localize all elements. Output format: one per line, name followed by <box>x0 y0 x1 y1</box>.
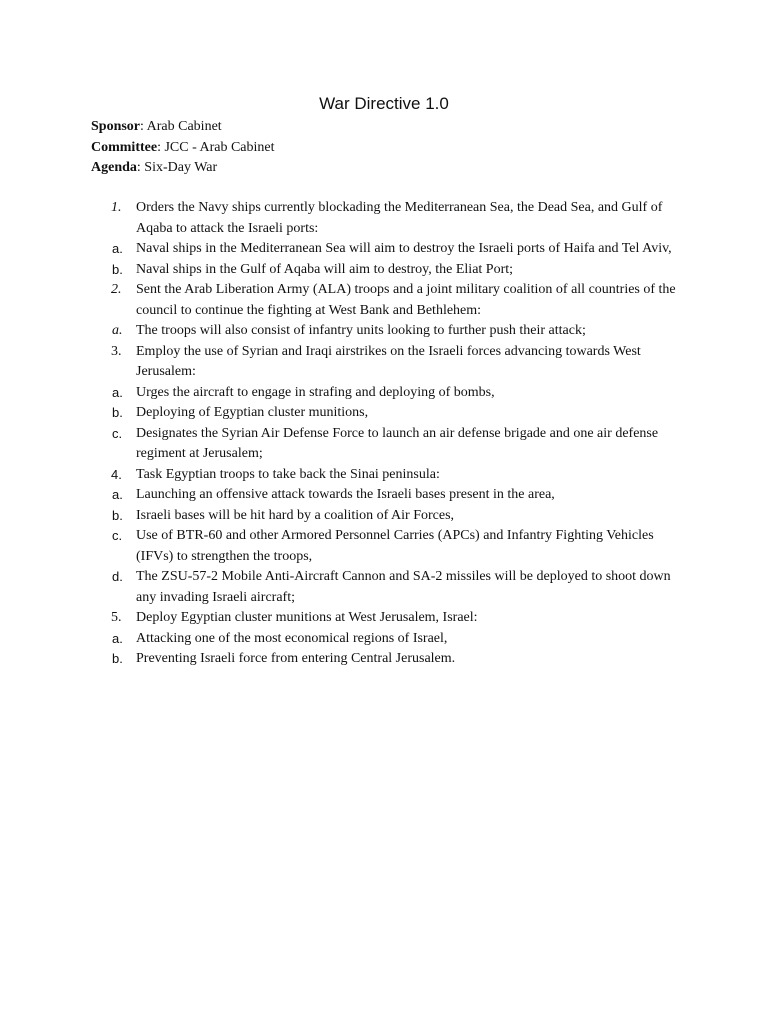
sub-item-text: Urges the aircraft to engage in strafing and deploying of bombs, <box>136 384 495 400</box>
sub-item-text: Naval ships in the Mediterranean Sea will aim to destroy the Israeli ports of Haifa and Tel Aviv, <box>136 241 672 256</box>
sub-item <box>46 239 691 260</box>
sub-item-letter: b. <box>112 507 123 523</box>
item-text: Deploy Egyptian cluster munitions at West Jerusalem, Israel: <box>136 610 478 625</box>
meta-value: : JCC - Arab Cabinet <box>157 139 275 155</box>
sub-item-letter: a. <box>112 630 123 646</box>
sub-item <box>46 424 691 465</box>
item-number: 4. <box>111 466 122 482</box>
sub-item-text: The troops will also consist of infantry units looking to further push their attack; <box>136 323 586 338</box>
item-text: Sent the Arab Liberation Army (ALA) troops and a joint military coalition of all countries of the council to continue the fighting at West Bank and Bethlehem: <box>136 282 676 318</box>
sub-item-letter: a. <box>112 487 123 502</box>
item-text: Orders the Navy ships currently blockading the Mediterranean Sea, the Dead Sea, and Gulf of Aqaba to attack the Israeli ports: <box>136 200 663 236</box>
sub-item-letter: c. <box>112 528 123 543</box>
sub-item-letter: c. <box>112 425 123 441</box>
sub-item <box>46 567 691 608</box>
sub-item-text: Israeli bases will be hit hard by a coalition of Air Forces, <box>136 507 455 523</box>
meta-agenda <box>91 158 691 179</box>
sub-item <box>46 403 691 424</box>
item-number: 3. <box>111 343 122 359</box>
list-item <box>91 465 691 486</box>
meta-label: Sponsor <box>91 119 141 134</box>
sub-item <box>46 260 691 281</box>
list-item <box>91 198 691 239</box>
list-item <box>91 608 691 629</box>
directive-list <box>91 198 691 670</box>
meta-label: Agenda <box>91 160 137 175</box>
sub-item-letter: b. <box>112 405 123 420</box>
sub-item-text: Use of BTR-60 and other Armored Personnel Carries (APCs) and Infantry Fighting Vehicles (IFVs) to strengthen the troops, <box>136 528 654 564</box>
sub-item-text: Naval ships in the Gulf of Aqaba will aim to destroy, the Eliat Port; <box>136 261 514 277</box>
item-number: 2. <box>111 282 122 297</box>
item-text: Task Egyptian troops to take back the Sinai peninsula: <box>136 466 440 482</box>
sub-item <box>46 526 691 567</box>
meta-value: : Arab Cabinet <box>140 119 222 134</box>
sub-item-text: Attacking one of the most economical regions of Israel, <box>136 630 448 646</box>
sub-item-letter: a. <box>112 323 123 338</box>
list-item <box>91 280 691 321</box>
sub-item <box>46 321 691 342</box>
item-number: 5. <box>111 610 122 625</box>
sub-item-letter: a. <box>112 384 123 400</box>
sub-item-text: Preventing Israeli force from entering Central Jerusalem. <box>136 651 456 666</box>
sub-item-text: Launching an offensive attack towards the Israeli bases present in the area, <box>136 487 555 502</box>
sub-item-letter: b. <box>112 261 123 277</box>
sub-item-text: Designates the Syrian Air Defense Force to launch an air defense brigade and one air defense regiment at Jerusalem; <box>136 425 659 461</box>
sub-item-letter: b. <box>112 651 123 666</box>
list-item <box>91 342 691 383</box>
meta-committee <box>91 138 691 159</box>
item-text: Employ the use of Syrian and Iraqi airstrikes on the Israeli forces advancing towards West Jerusalem: <box>136 343 641 379</box>
sub-item-letter: d. <box>112 569 123 584</box>
sub-item-text: The ZSU-57-2 Mobile Anti-Aircraft Cannon and SA-2 missiles will be deployed to shoot down any invading Israeli aircraft; <box>136 569 671 605</box>
meta-value: : Six-Day War <box>136 160 218 175</box>
item-number: 1. <box>111 200 122 215</box>
sub-item <box>46 383 691 404</box>
meta-label: Committee <box>91 139 158 155</box>
sub-item-text: Deploying of Egyptian cluster munitions, <box>136 405 369 420</box>
sub-item-letter: a. <box>112 241 123 256</box>
sub-item <box>46 506 691 527</box>
sub-item <box>46 485 691 506</box>
document-meta <box>91 117 691 179</box>
meta-sponsor <box>91 117 691 138</box>
page-title: War Directive 1.0 <box>319 94 449 113</box>
sub-item <box>46 629 691 650</box>
sub-item <box>46 649 691 670</box>
